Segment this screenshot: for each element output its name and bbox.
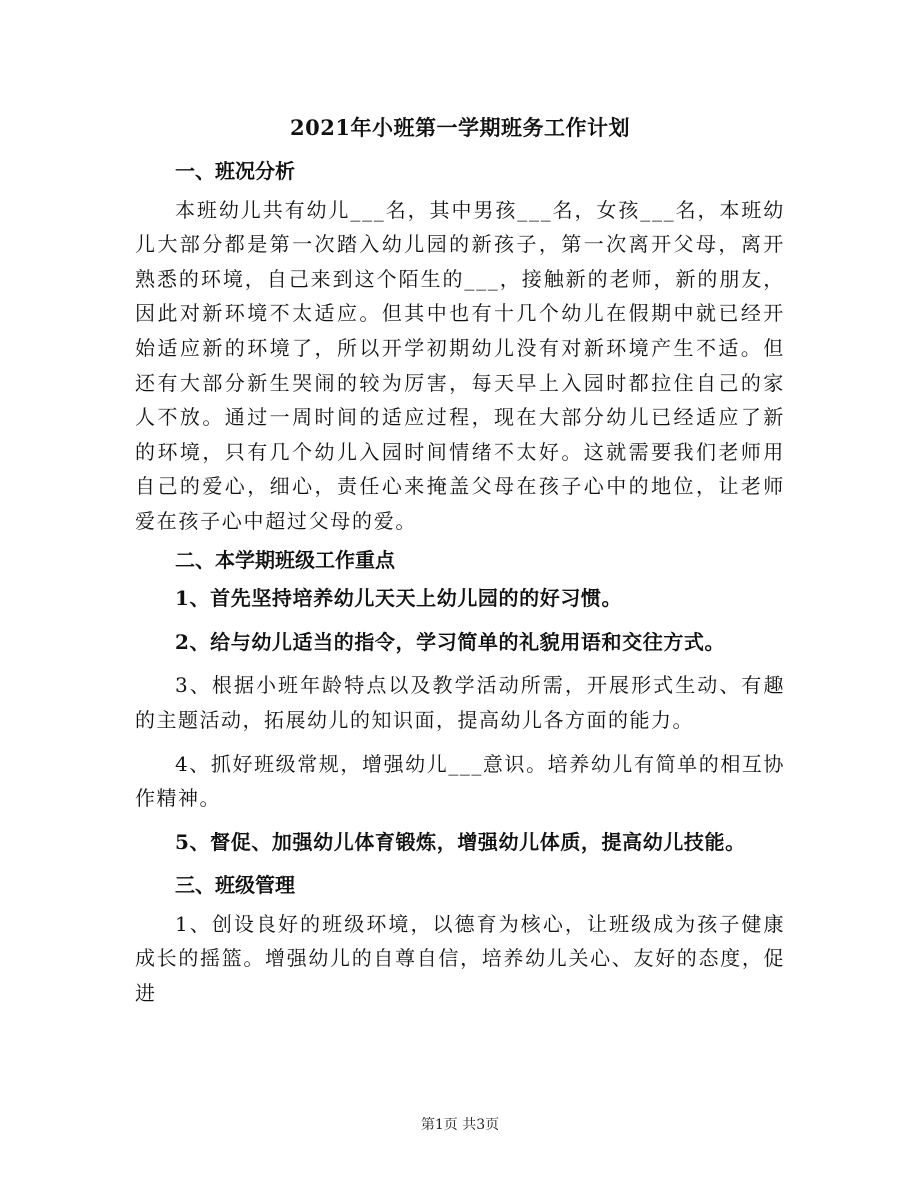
- work-focus-item-3: 3、根据小班年龄特点以及教学活动所需，开展形式生动、有趣的主题活动，拓展幼儿的知识面，提高幼儿各方面的能力。: [135, 673, 785, 732]
- document-title: 2021年小班第一学期班务工作计划: [290, 115, 630, 140]
- work-focus-item-5: 5、督促、加强幼儿体育锻炼，增强幼儿体质，提高幼儿技能。: [175, 829, 746, 854]
- class-management-item-1: 1、创设良好的班级环境，以德育为核心，让班级成为孩子健康成长的摇篮。增强幼儿的自尊自信，培养幼儿关心、友好的态度，促进: [135, 911, 785, 1006]
- section-heading-class-analysis: 一、班况分析: [175, 159, 295, 183]
- section-heading-work-focus: 二、本学期班级工作重点: [175, 547, 395, 572]
- section-heading-class-management: 三、班级管理: [175, 873, 295, 898]
- work-focus-item-1: 1、首先坚持培养幼儿天天上幼儿园的的好习惯。: [175, 586, 623, 611]
- document-body: [135, 150, 785, 1020]
- work-focus-item-4: 4、抓好班级常规，增强幼儿___意识。培养幼儿有简单的相互协作精神。: [135, 751, 785, 811]
- page-number-footer: 第1页 共3页: [420, 1117, 500, 1133]
- work-focus-item-2: 2、给与幼儿适当的指令，学习简单的礼貌用语和交往方式。: [175, 629, 726, 654]
- class-analysis-paragraph: 本班幼儿共有幼儿___名，其中男孩___名，女孩___名，本班幼儿大部分都是第一次踏入幼儿园的新孩子，第一次离开父母，离开熟悉的环境，自己来到这个陌生的___，接触新的老师，新的朋友，因此对新环境不太适应。但其中也有十几个幼儿在假期中就已经开始适应新的环境了，所以开学初期幼儿没有对新环境产生不适。但还有大部分新生哭闹的较为厉害，每天早上入园时都拉住自己的家人不放。通过一周时间的适应过程，现在大部分幼儿已经适应了新的环境，只有几个幼儿入园时间情绪不太好。这就需要我们老师用自己的爱心，细心，责任心来掩盖父母在孩子心中的地位，让老师爱在孩子心中超过父母的爱。: [135, 197, 785, 533]
